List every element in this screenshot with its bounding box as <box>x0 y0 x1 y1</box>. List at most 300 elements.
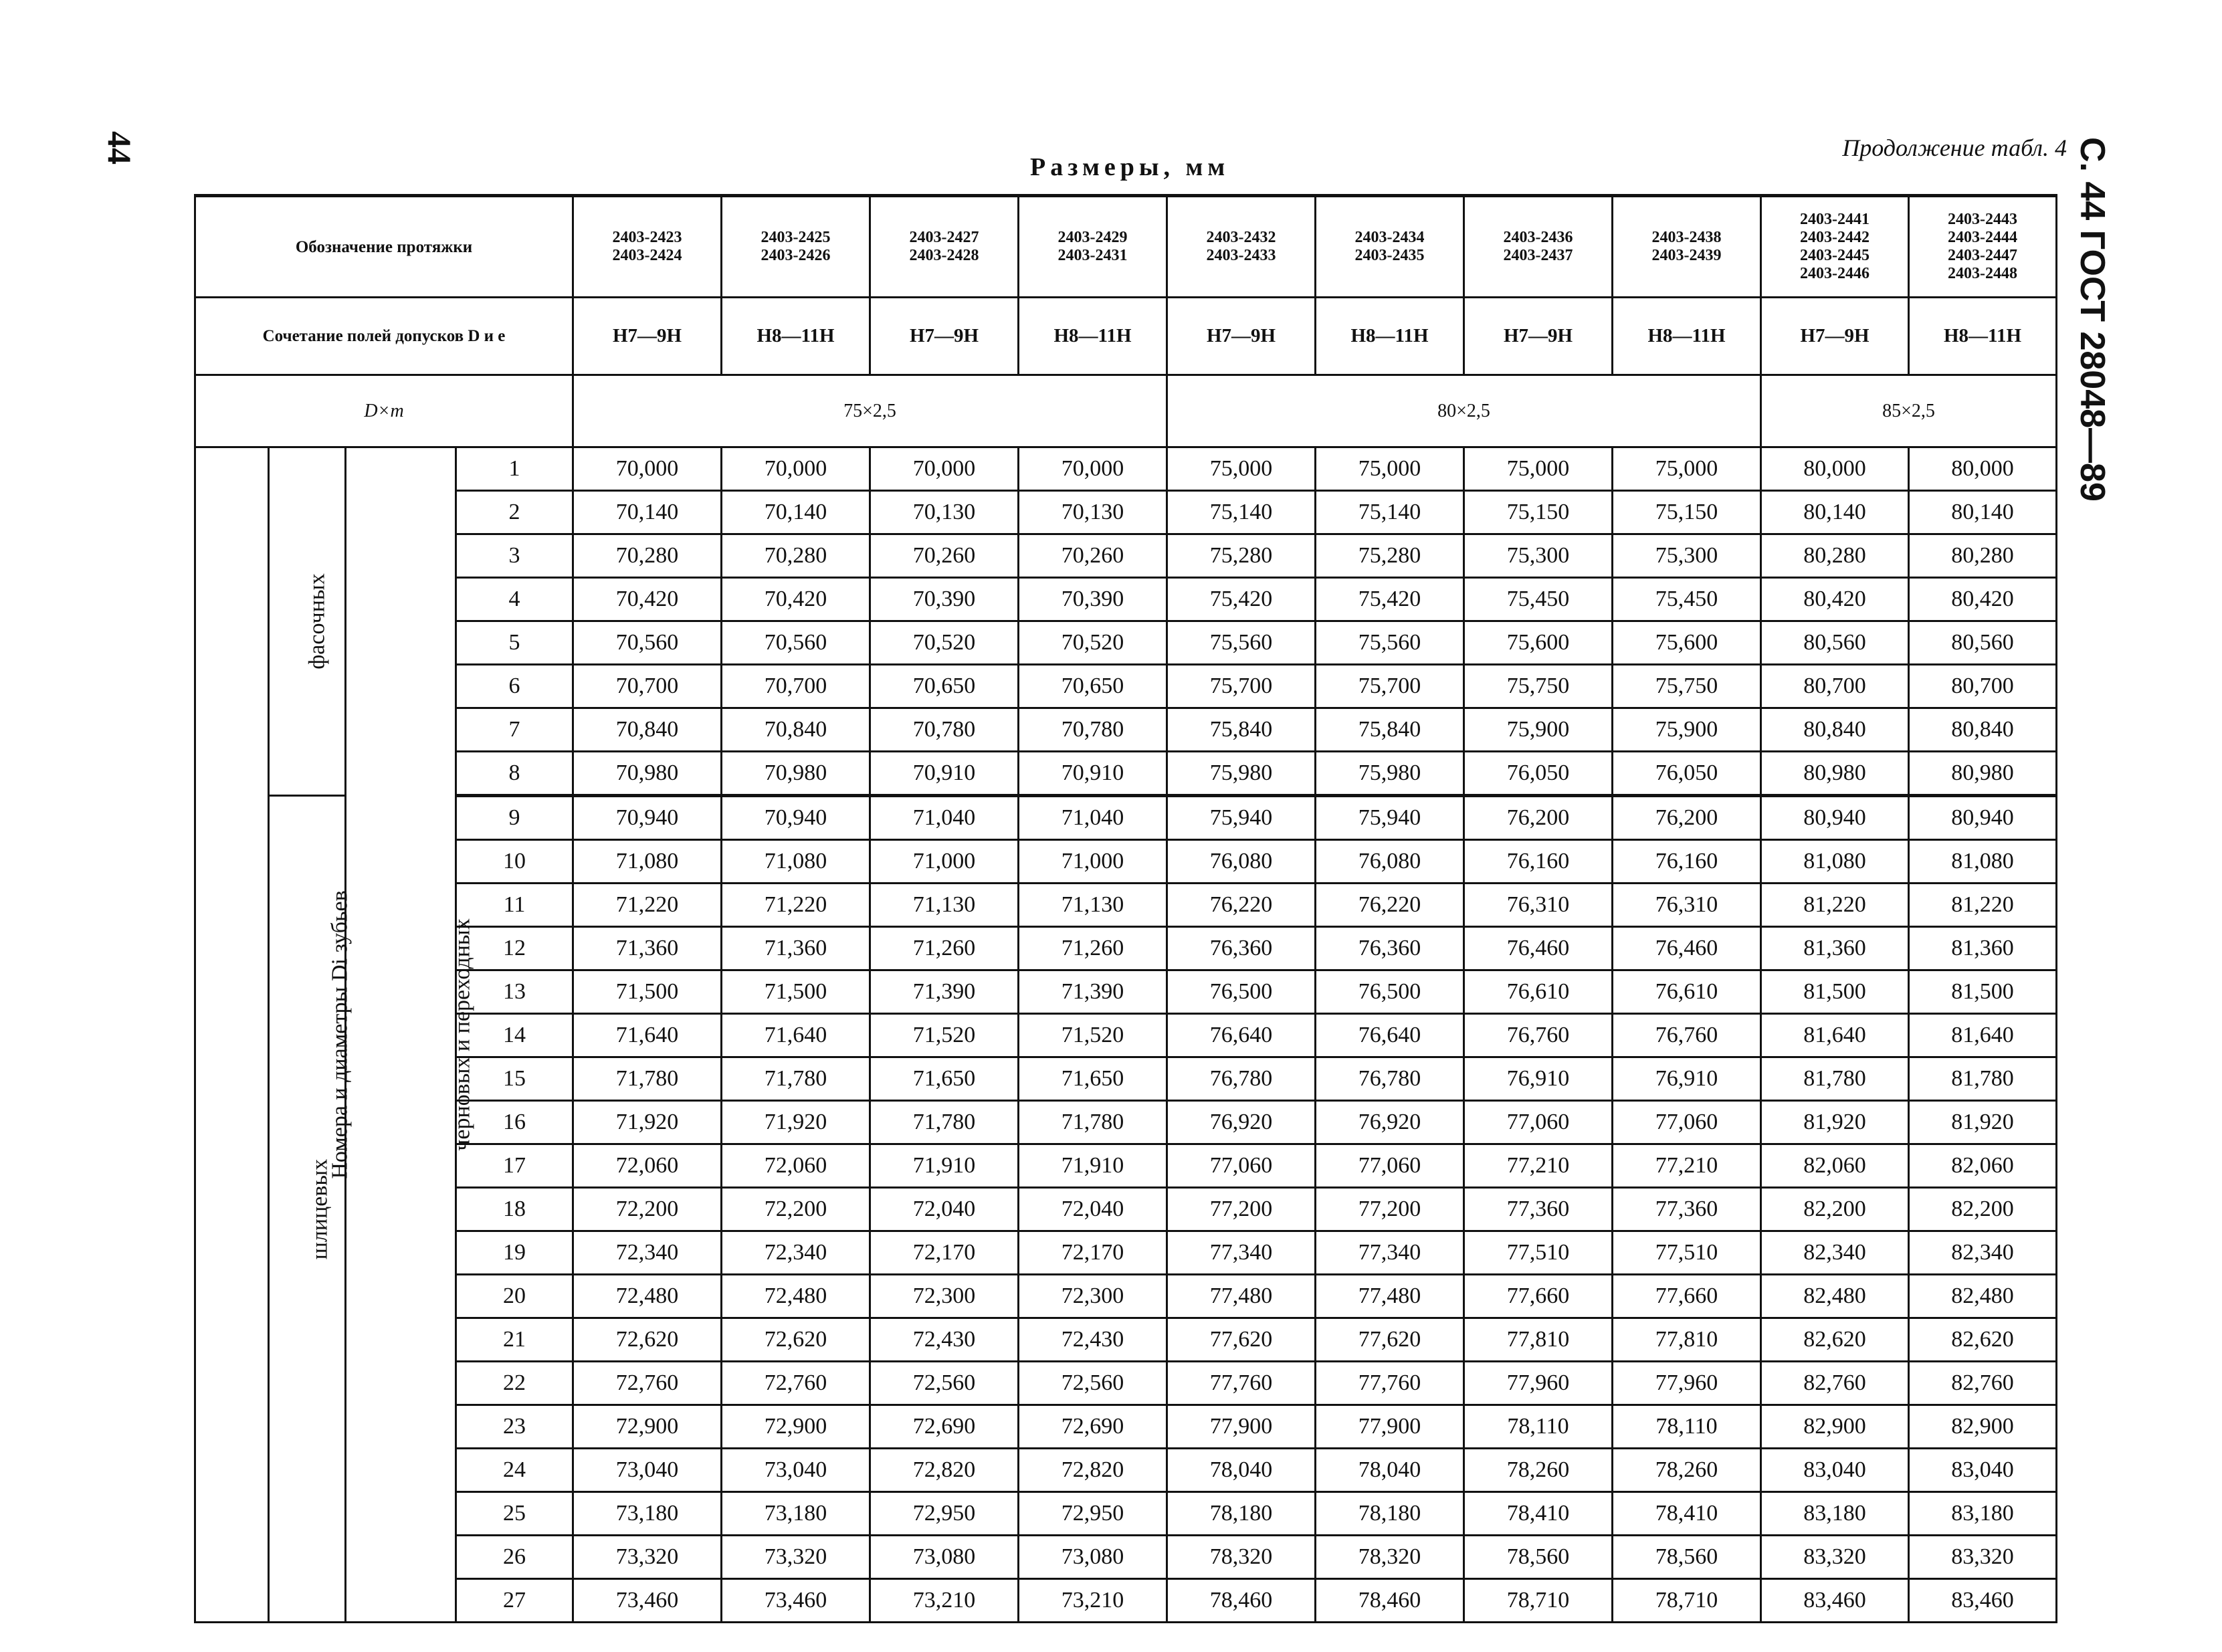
size-group-cell: 85×2,5 <box>1761 375 2057 447</box>
group-label-spline-text: шлицевых <box>307 1158 332 1259</box>
diameter-value: 70,280 <box>573 534 722 578</box>
diameter-value: 72,900 <box>573 1405 722 1449</box>
diameter-value: 71,780 <box>1019 1101 1167 1144</box>
diameter-value: 76,780 <box>1167 1057 1316 1101</box>
diameter-value: 76,640 <box>1316 1014 1464 1057</box>
tooth-number: 11 <box>456 884 573 927</box>
diameter-value: 78,410 <box>1464 1492 1613 1536</box>
diameter-value: 70,520 <box>1019 621 1167 665</box>
diameter-value: 76,080 <box>1316 840 1464 884</box>
diameter-value: 76,220 <box>1167 884 1316 927</box>
table-row <box>195 621 2057 665</box>
diameter-value: 83,320 <box>1761 1536 1909 1579</box>
diameter-value: 80,980 <box>1909 752 2057 796</box>
diameter-value: 71,080 <box>573 840 722 884</box>
diameter-value: 80,420 <box>1909 578 2057 621</box>
diameter-value: 71,520 <box>870 1014 1019 1057</box>
diameter-value: 77,060 <box>1613 1101 1761 1144</box>
diameter-value: 75,000 <box>1316 447 1464 491</box>
diameter-value: 73,460 <box>722 1579 870 1623</box>
diameter-value: 75,280 <box>1316 534 1464 578</box>
diameter-value: 80,840 <box>1909 708 2057 752</box>
diameter-value: 77,660 <box>1613 1275 1761 1318</box>
diameter-value: 77,060 <box>1316 1144 1464 1188</box>
diameter-value: 73,460 <box>573 1579 722 1623</box>
diameter-value: 77,360 <box>1464 1188 1613 1231</box>
diameter-value: 77,480 <box>1316 1275 1464 1318</box>
tooth-number: 4 <box>456 578 573 621</box>
diameter-value: 81,500 <box>1761 970 1909 1014</box>
size-group-cell: 75×2,5 <box>573 375 1167 447</box>
diameter-value: 72,560 <box>1019 1362 1167 1405</box>
diameter-value: 82,200 <box>1761 1188 1909 1231</box>
diameter-value: 70,000 <box>870 447 1019 491</box>
tooth-number: 5 <box>456 621 573 665</box>
diameter-value: 78,460 <box>1167 1579 1316 1623</box>
diameter-value: 78,560 <box>1613 1536 1761 1579</box>
diameter-value: 78,410 <box>1613 1492 1761 1536</box>
diameter-value: 72,560 <box>870 1362 1019 1405</box>
tolerance-cell: Н7—9Н <box>1464 298 1613 375</box>
table-row <box>195 1579 2057 1623</box>
diameter-value: 70,560 <box>573 621 722 665</box>
diameter-value: 73,320 <box>722 1536 870 1579</box>
diameter-value: 76,500 <box>1167 970 1316 1014</box>
diameter-value: 75,420 <box>1167 578 1316 621</box>
diameter-value: 72,430 <box>870 1318 1019 1362</box>
diameter-value: 73,210 <box>870 1579 1019 1623</box>
diameter-value: 76,360 <box>1167 927 1316 970</box>
diameter-value: 75,140 <box>1316 491 1464 534</box>
diameter-value: 82,480 <box>1909 1275 2057 1318</box>
diameter-value: 76,920 <box>1167 1101 1316 1144</box>
diameter-value: 70,840 <box>573 708 722 752</box>
diameter-value: 77,340 <box>1316 1231 1464 1275</box>
diameter-value: 77,810 <box>1464 1318 1613 1362</box>
diameter-value: 77,810 <box>1613 1318 1761 1362</box>
diameter-value: 77,620 <box>1167 1318 1316 1362</box>
diameter-value: 78,110 <box>1613 1405 1761 1449</box>
diameter-value: 70,000 <box>1019 447 1167 491</box>
diameter-value: 76,760 <box>1464 1014 1613 1057</box>
diameter-value: 80,280 <box>1909 534 2057 578</box>
diameter-value: 75,940 <box>1316 796 1464 840</box>
diameter-value: 82,620 <box>1909 1318 2057 1362</box>
diameter-value: 72,690 <box>1019 1405 1167 1449</box>
diameter-value: 72,820 <box>870 1449 1019 1492</box>
diameter-value: 71,390 <box>1019 970 1167 1014</box>
diameter-value: 81,360 <box>1761 927 1909 970</box>
table-row <box>195 665 2057 708</box>
tooth-number: 13 <box>456 970 573 1014</box>
diameter-value: 77,760 <box>1316 1362 1464 1405</box>
designation-cell: 2403-2425 2403-2426 <box>722 196 870 298</box>
tooth-number: 2 <box>456 491 573 534</box>
diameter-value: 80,980 <box>1761 752 1909 796</box>
tooth-number: 1 <box>456 447 573 491</box>
diameter-value: 72,480 <box>573 1275 722 1318</box>
table-continuation-note: Продолжение табл. 4 <box>1842 134 2067 161</box>
diameter-value: 80,000 <box>1761 447 1909 491</box>
diameter-value: 71,910 <box>870 1144 1019 1188</box>
page-number: 44 <box>101 131 138 165</box>
diameter-value: 77,200 <box>1316 1188 1464 1231</box>
group-label-outer-text: Номера и диаметры Di зубьев <box>327 890 352 1179</box>
dxm-header-label: D×m <box>195 375 573 447</box>
tooth-number: 17 <box>456 1144 573 1188</box>
diameter-value: 72,060 <box>722 1144 870 1188</box>
diameter-value: 71,360 <box>573 927 722 970</box>
diameter-value: 83,180 <box>1761 1492 1909 1536</box>
diameter-value: 81,220 <box>1909 884 2057 927</box>
table-row <box>195 708 2057 752</box>
diameter-value: 76,360 <box>1316 927 1464 970</box>
diameter-value: 70,700 <box>722 665 870 708</box>
diameter-value: 81,080 <box>1761 840 1909 884</box>
diameter-value: 75,980 <box>1167 752 1316 796</box>
diameter-value: 70,910 <box>870 752 1019 796</box>
diameter-value: 83,040 <box>1909 1449 2057 1492</box>
diameter-value: 70,130 <box>870 491 1019 534</box>
group-label-rough-text: черновых и переходных <box>449 918 475 1151</box>
diameter-value: 70,390 <box>1019 578 1167 621</box>
diameter-value: 70,980 <box>722 752 870 796</box>
diameter-value: 71,220 <box>573 884 722 927</box>
diameter-value: 70,940 <box>573 796 722 840</box>
diameter-value: 70,940 <box>722 796 870 840</box>
diameter-value: 72,900 <box>722 1405 870 1449</box>
diameter-value: 76,780 <box>1316 1057 1464 1101</box>
diameter-value: 76,910 <box>1613 1057 1761 1101</box>
designation-cell: 2403-2441 2403-2442 2403-2445 2403-2446 <box>1761 196 1909 298</box>
diameter-value: 72,620 <box>722 1318 870 1362</box>
table-row <box>195 1231 2057 1275</box>
diameter-value: 72,620 <box>573 1318 722 1362</box>
table-caption: Размеры, мм <box>1030 153 1230 181</box>
table-row <box>195 1536 2057 1579</box>
designation-cell: 2403-2432 2403-2433 <box>1167 196 1316 298</box>
diameter-value: 72,950 <box>1019 1492 1167 1536</box>
diameter-value: 77,060 <box>1464 1101 1613 1144</box>
table-row <box>195 1405 2057 1449</box>
diameter-value: 70,000 <box>722 447 870 491</box>
designation-cell: 2403-2423 2403-2424 <box>573 196 722 298</box>
diameter-value: 73,080 <box>1019 1536 1167 1579</box>
diameter-value: 78,320 <box>1316 1536 1464 1579</box>
diameter-value: 76,050 <box>1464 752 1613 796</box>
table-row <box>195 447 2057 491</box>
diameter-value: 78,180 <box>1316 1492 1464 1536</box>
tooth-number: 3 <box>456 534 573 578</box>
diameter-value: 72,170 <box>1019 1231 1167 1275</box>
diameter-value: 76,310 <box>1464 884 1613 927</box>
diameter-value: 78,260 <box>1613 1449 1761 1492</box>
diameter-value: 77,960 <box>1613 1362 1761 1405</box>
diameter-value: 76,050 <box>1613 752 1761 796</box>
diameter-value: 75,900 <box>1464 708 1613 752</box>
diameter-value: 80,940 <box>1909 796 2057 840</box>
diameter-value: 75,280 <box>1167 534 1316 578</box>
diameter-value: 73,210 <box>1019 1579 1167 1623</box>
tooth-number: 24 <box>456 1449 573 1492</box>
diameter-value: 81,780 <box>1909 1057 2057 1101</box>
designation-cell: 2403-2427 2403-2428 <box>870 196 1019 298</box>
diameter-value: 70,280 <box>722 534 870 578</box>
group-label-chamfer <box>269 447 346 796</box>
diameter-value: 77,510 <box>1464 1231 1613 1275</box>
diameter-value: 75,450 <box>1464 578 1613 621</box>
diameter-value: 71,040 <box>870 796 1019 840</box>
diameter-value: 75,150 <box>1464 491 1613 534</box>
diameter-value: 83,180 <box>1909 1492 2057 1536</box>
diameter-value: 75,900 <box>1613 708 1761 752</box>
diameter-value: 78,110 <box>1464 1405 1613 1449</box>
diameter-value: 78,180 <box>1167 1492 1316 1536</box>
tolerance-cell: Н8—11Н <box>1019 298 1167 375</box>
tooth-number: 7 <box>456 708 573 752</box>
diameter-value: 80,420 <box>1761 578 1909 621</box>
diameter-value: 75,420 <box>1316 578 1464 621</box>
diameter-value: 72,760 <box>722 1362 870 1405</box>
diameter-value: 71,130 <box>1019 884 1167 927</box>
table-body <box>195 196 2057 1623</box>
table-row <box>195 1275 2057 1318</box>
diameter-value: 70,390 <box>870 578 1019 621</box>
diameter-value: 78,710 <box>1613 1579 1761 1623</box>
diameter-value: 72,200 <box>722 1188 870 1231</box>
table-row <box>195 752 2057 796</box>
tooth-number: 18 <box>456 1188 573 1231</box>
diameter-value: 72,760 <box>573 1362 722 1405</box>
diameter-value: 72,340 <box>573 1231 722 1275</box>
dimensions-table <box>194 194 2057 1623</box>
diameter-value: 72,480 <box>722 1275 870 1318</box>
diameter-value: 70,420 <box>573 578 722 621</box>
diameter-value: 78,040 <box>1167 1449 1316 1492</box>
diameter-value: 76,200 <box>1464 796 1613 840</box>
tolerance-header-label: Сочетание полей допусков D и e <box>195 298 573 375</box>
tooth-number: 15 <box>456 1057 573 1101</box>
table-row <box>195 1362 2057 1405</box>
diameter-value: 71,360 <box>722 927 870 970</box>
table-row <box>195 796 2057 840</box>
diameter-value: 80,700 <box>1909 665 2057 708</box>
diameter-value: 80,280 <box>1761 534 1909 578</box>
tooth-number: 8 <box>456 752 573 796</box>
diameter-value: 73,180 <box>573 1492 722 1536</box>
diameter-value: 72,040 <box>870 1188 1019 1231</box>
diameter-value: 71,780 <box>870 1101 1019 1144</box>
diameter-value: 81,780 <box>1761 1057 1909 1101</box>
diameter-value: 77,360 <box>1613 1188 1761 1231</box>
diameter-value: 75,700 <box>1167 665 1316 708</box>
diameter-value: 70,780 <box>1019 708 1167 752</box>
diameter-value: 71,780 <box>573 1057 722 1101</box>
diameter-value: 80,560 <box>1909 621 2057 665</box>
diameter-value: 70,260 <box>870 534 1019 578</box>
table-row <box>195 1449 2057 1492</box>
diameter-value: 77,900 <box>1316 1405 1464 1449</box>
group-label-chamfer-text: фасочных <box>304 573 330 669</box>
diameter-value: 77,200 <box>1167 1188 1316 1231</box>
diameter-value: 71,780 <box>722 1057 870 1101</box>
diameter-value: 76,760 <box>1613 1014 1761 1057</box>
diameter-value: 70,650 <box>870 665 1019 708</box>
diameter-value: 80,560 <box>1761 621 1909 665</box>
diameter-value: 82,900 <box>1909 1405 2057 1449</box>
diameter-value: 81,360 <box>1909 927 2057 970</box>
diameter-value: 70,910 <box>1019 752 1167 796</box>
tolerance-cell: Н8—11Н <box>1316 298 1464 375</box>
diameter-value: 81,080 <box>1909 840 2057 884</box>
diameter-value: 70,520 <box>870 621 1019 665</box>
diameter-value: 81,920 <box>1761 1101 1909 1144</box>
diameter-value: 77,210 <box>1464 1144 1613 1188</box>
diameter-value: 76,220 <box>1316 884 1464 927</box>
table-row <box>195 1492 2057 1536</box>
diameter-value: 77,660 <box>1464 1275 1613 1318</box>
diameter-value: 73,040 <box>573 1449 722 1492</box>
diameter-value: 82,060 <box>1761 1144 1909 1188</box>
tooth-number: 20 <box>456 1275 573 1318</box>
diameter-value: 76,460 <box>1613 927 1761 970</box>
tooth-number: 21 <box>456 1318 573 1362</box>
diameter-value: 75,980 <box>1316 752 1464 796</box>
diameter-value: 71,500 <box>573 970 722 1014</box>
diameter-value: 71,500 <box>722 970 870 1014</box>
diameter-value: 70,260 <box>1019 534 1167 578</box>
diameter-value: 81,920 <box>1909 1101 2057 1144</box>
diameter-value: 72,300 <box>1019 1275 1167 1318</box>
diameter-value: 75,450 <box>1613 578 1761 621</box>
group-label-rough <box>346 447 475 1623</box>
diameter-value: 83,320 <box>1909 1536 2057 1579</box>
diameter-value: 71,640 <box>573 1014 722 1057</box>
diameter-value: 72,340 <box>722 1231 870 1275</box>
designation-row <box>195 196 2057 298</box>
diameter-value: 80,140 <box>1761 491 1909 534</box>
diameter-value: 70,130 <box>1019 491 1167 534</box>
diameter-value: 75,560 <box>1167 621 1316 665</box>
diameter-value: 81,640 <box>1909 1014 2057 1057</box>
diameter-value: 71,260 <box>1019 927 1167 970</box>
diameter-value: 83,460 <box>1761 1579 1909 1623</box>
diameter-value: 77,210 <box>1613 1144 1761 1188</box>
diameter-value: 76,910 <box>1464 1057 1613 1101</box>
diameter-value: 77,340 <box>1167 1231 1316 1275</box>
tooth-number: 19 <box>456 1231 573 1275</box>
diameter-value: 82,900 <box>1761 1405 1909 1449</box>
diameter-value: 71,260 <box>870 927 1019 970</box>
diameter-value: 82,060 <box>1909 1144 2057 1188</box>
table-row <box>195 1318 2057 1362</box>
tolerance-cell: Н7—9Н <box>870 298 1019 375</box>
diameter-value: 70,140 <box>573 491 722 534</box>
size-group-cell: 80×2,5 <box>1167 375 1761 447</box>
tooth-number: 27 <box>456 1579 573 1623</box>
diameter-value: 71,650 <box>870 1057 1019 1101</box>
diameter-value: 76,460 <box>1464 927 1613 970</box>
tolerance-cell: Н8—11Н <box>1613 298 1761 375</box>
diameter-value: 71,640 <box>722 1014 870 1057</box>
tolerance-cell: Н7—9Н <box>1761 298 1909 375</box>
tolerance-cell: Н8—11Н <box>722 298 870 375</box>
diameter-value: 80,140 <box>1909 491 2057 534</box>
diameter-value: 73,040 <box>722 1449 870 1492</box>
diameter-value: 71,650 <box>1019 1057 1167 1101</box>
diameter-value: 77,760 <box>1167 1362 1316 1405</box>
diameter-value: 72,690 <box>870 1405 1019 1449</box>
diameter-value: 78,320 <box>1167 1536 1316 1579</box>
diameter-value: 72,200 <box>573 1188 722 1231</box>
diameter-value: 75,150 <box>1613 491 1761 534</box>
diameter-value: 82,760 <box>1761 1362 1909 1405</box>
diameter-value: 82,200 <box>1909 1188 2057 1231</box>
diameter-value: 75,700 <box>1316 665 1464 708</box>
tolerance-cell: Н7—9Н <box>573 298 722 375</box>
table-row <box>195 491 2057 534</box>
diameter-value: 75,000 <box>1464 447 1613 491</box>
diameter-value: 83,460 <box>1909 1579 2057 1623</box>
diameter-value: 70,420 <box>722 578 870 621</box>
diameter-value: 76,640 <box>1167 1014 1316 1057</box>
tooth-number: 23 <box>456 1405 573 1449</box>
diameter-value: 70,780 <box>870 708 1019 752</box>
table-row <box>195 1188 2057 1231</box>
diameter-value: 75,840 <box>1316 708 1464 752</box>
tooth-number: 16 <box>456 1101 573 1144</box>
diameter-value: 76,200 <box>1613 796 1761 840</box>
diameter-value: 76,160 <box>1464 840 1613 884</box>
tooth-number: 14 <box>456 1014 573 1057</box>
diameter-value: 73,320 <box>573 1536 722 1579</box>
diameter-value: 80,700 <box>1761 665 1909 708</box>
diameter-value: 76,500 <box>1316 970 1464 1014</box>
diameter-value: 78,710 <box>1464 1579 1613 1623</box>
table-row <box>195 840 2057 884</box>
table-row <box>195 534 2057 578</box>
diameter-value: 77,060 <box>1167 1144 1316 1188</box>
diameter-value: 76,310 <box>1613 884 1761 927</box>
diameter-value: 75,750 <box>1464 665 1613 708</box>
diameter-value: 82,620 <box>1761 1318 1909 1362</box>
diameter-value: 75,560 <box>1316 621 1464 665</box>
diameter-value: 75,000 <box>1613 447 1761 491</box>
diameter-value: 71,000 <box>1019 840 1167 884</box>
tooth-number: 26 <box>456 1536 573 1579</box>
diameter-value: 80,840 <box>1761 708 1909 752</box>
designation-cell: 2403-2438 2403-2439 <box>1613 196 1761 298</box>
table-row <box>195 578 2057 621</box>
diameter-value: 75,300 <box>1613 534 1761 578</box>
diameter-value: 83,040 <box>1761 1449 1909 1492</box>
tooth-number: 12 <box>456 927 573 970</box>
diameter-value: 80,940 <box>1761 796 1909 840</box>
diameter-value: 72,950 <box>870 1492 1019 1536</box>
diameter-value: 71,000 <box>870 840 1019 884</box>
diameter-value: 75,600 <box>1613 621 1761 665</box>
diameter-value: 77,900 <box>1167 1405 1316 1449</box>
tooth-number: 25 <box>456 1492 573 1536</box>
diameter-value: 70,000 <box>573 447 722 491</box>
diameter-value: 76,160 <box>1613 840 1761 884</box>
diameter-value: 78,260 <box>1464 1449 1613 1492</box>
diameter-value: 81,220 <box>1761 884 1909 927</box>
diameter-value: 71,220 <box>722 884 870 927</box>
diameter-value: 71,040 <box>1019 796 1167 840</box>
diameter-value: 75,940 <box>1167 796 1316 840</box>
diameter-value: 82,760 <box>1909 1362 2057 1405</box>
